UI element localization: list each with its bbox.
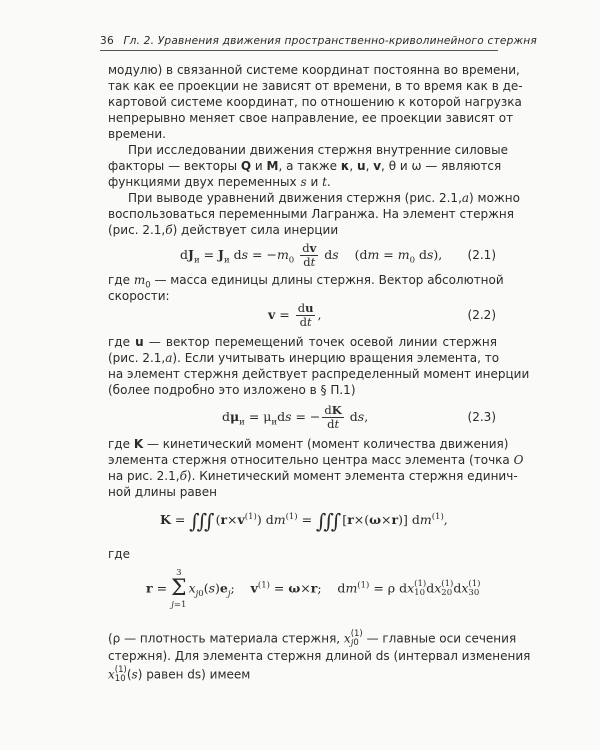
text-line: модулю) в связанной системе координат постоянна во времени, [108,63,520,77]
text-line: стержня). Для элемента стержня длиной ds (интервал изменения [108,649,531,663]
equation-2-3: $d\mu_и = \mu_иds$ = − $\frac{dK}{dt}$ ds, [222,403,369,431]
text-line: где u — вектор перемещений точек осевой линии стержня [108,335,497,349]
text-line: ной длины равен [108,485,217,499]
text-line: (более подробно это изложено в § П.1) [108,383,356,397]
equation-kinetic-moment: K = ∫∫∫ $(r\times v^{(1)}) dm^{(1)}$ = ∫∫∫ [r×(ω×r)] $dm^{(1)}$, [160,509,448,533]
text-line: x(1) 10(s) равен ds) имеем [108,665,251,684]
text-line: факторы — векторы Q и M, а также κ, u, v, θ и ω — являются [108,159,502,173]
text-line: скорости: [108,289,170,303]
text-line: где K — кинетический момент (момент количества движения) [108,437,509,451]
text-line: так как ее проекции не зависят от времени, в то время как в де- [108,79,523,93]
text-line: на рис. 2.1,б). Кинетический момент элемента стержня единич- [108,469,518,483]
equation-number: (2.1) [467,248,496,262]
equation-2-2: v = $\frac{du}{dt}$ , [268,301,322,329]
text-line: на элемент стержня действует распределенный момент инерции [108,367,530,381]
text-line: (рис. 2.1,б) действует сила инерции [108,223,339,237]
running-title: Гл. 2. Уравнения движения пространственно-криволинейного стержня [123,35,537,47]
text-line: (ρ — плотность материала стержня, x(1) j0 — главные оси сечения [108,629,517,648]
equation-2-1: $dJ_и = J_и$ ds = $-m_0$ $\frac{dv}{dt}$ ds ($dm = m_0$ ds), [180,241,443,269]
equation-definitions: r = 3 Σ $j=1x_{j0}(s)e_j$; $v^{(1)} = \omega\times r$; $dm^{(1)} = \rho$ dx(1) 10dx(1) 20dx(1) 30 [146,568,481,610]
text-line: функциями двух переменных s и t. [108,175,331,189]
running-header [100,32,537,51]
text-line: времени. [108,127,166,141]
text-line: непрерывно меняет свое направление, ее проекции зависят от [108,111,514,125]
text-line: где [108,547,130,561]
equation-number: (2.2) [467,308,496,322]
page-number: 36 [100,35,114,47]
text-line: картовой системе координат, по отношению к которой нагрузка [108,95,522,109]
text-line: При исследовании движения стержня внутренние силовые [128,143,508,157]
equation-number: (2.3) [467,410,496,424]
text-line: При выводе уравнений движения стержня (рис. 2.1,а) можно [128,191,520,205]
text-line: элемента стержня относительно центра масс элемента (точка O [108,453,524,467]
text-line: где $m_0$ — масса единицы длины стержня. Вектор абсолютной [108,273,504,291]
text-line: (рис. 2.1,а). Если учитывать инерцию вращения элемента, то [108,351,500,365]
text-line: воспользоваться переменными Лагранжа. На элемент стержня [108,207,514,221]
